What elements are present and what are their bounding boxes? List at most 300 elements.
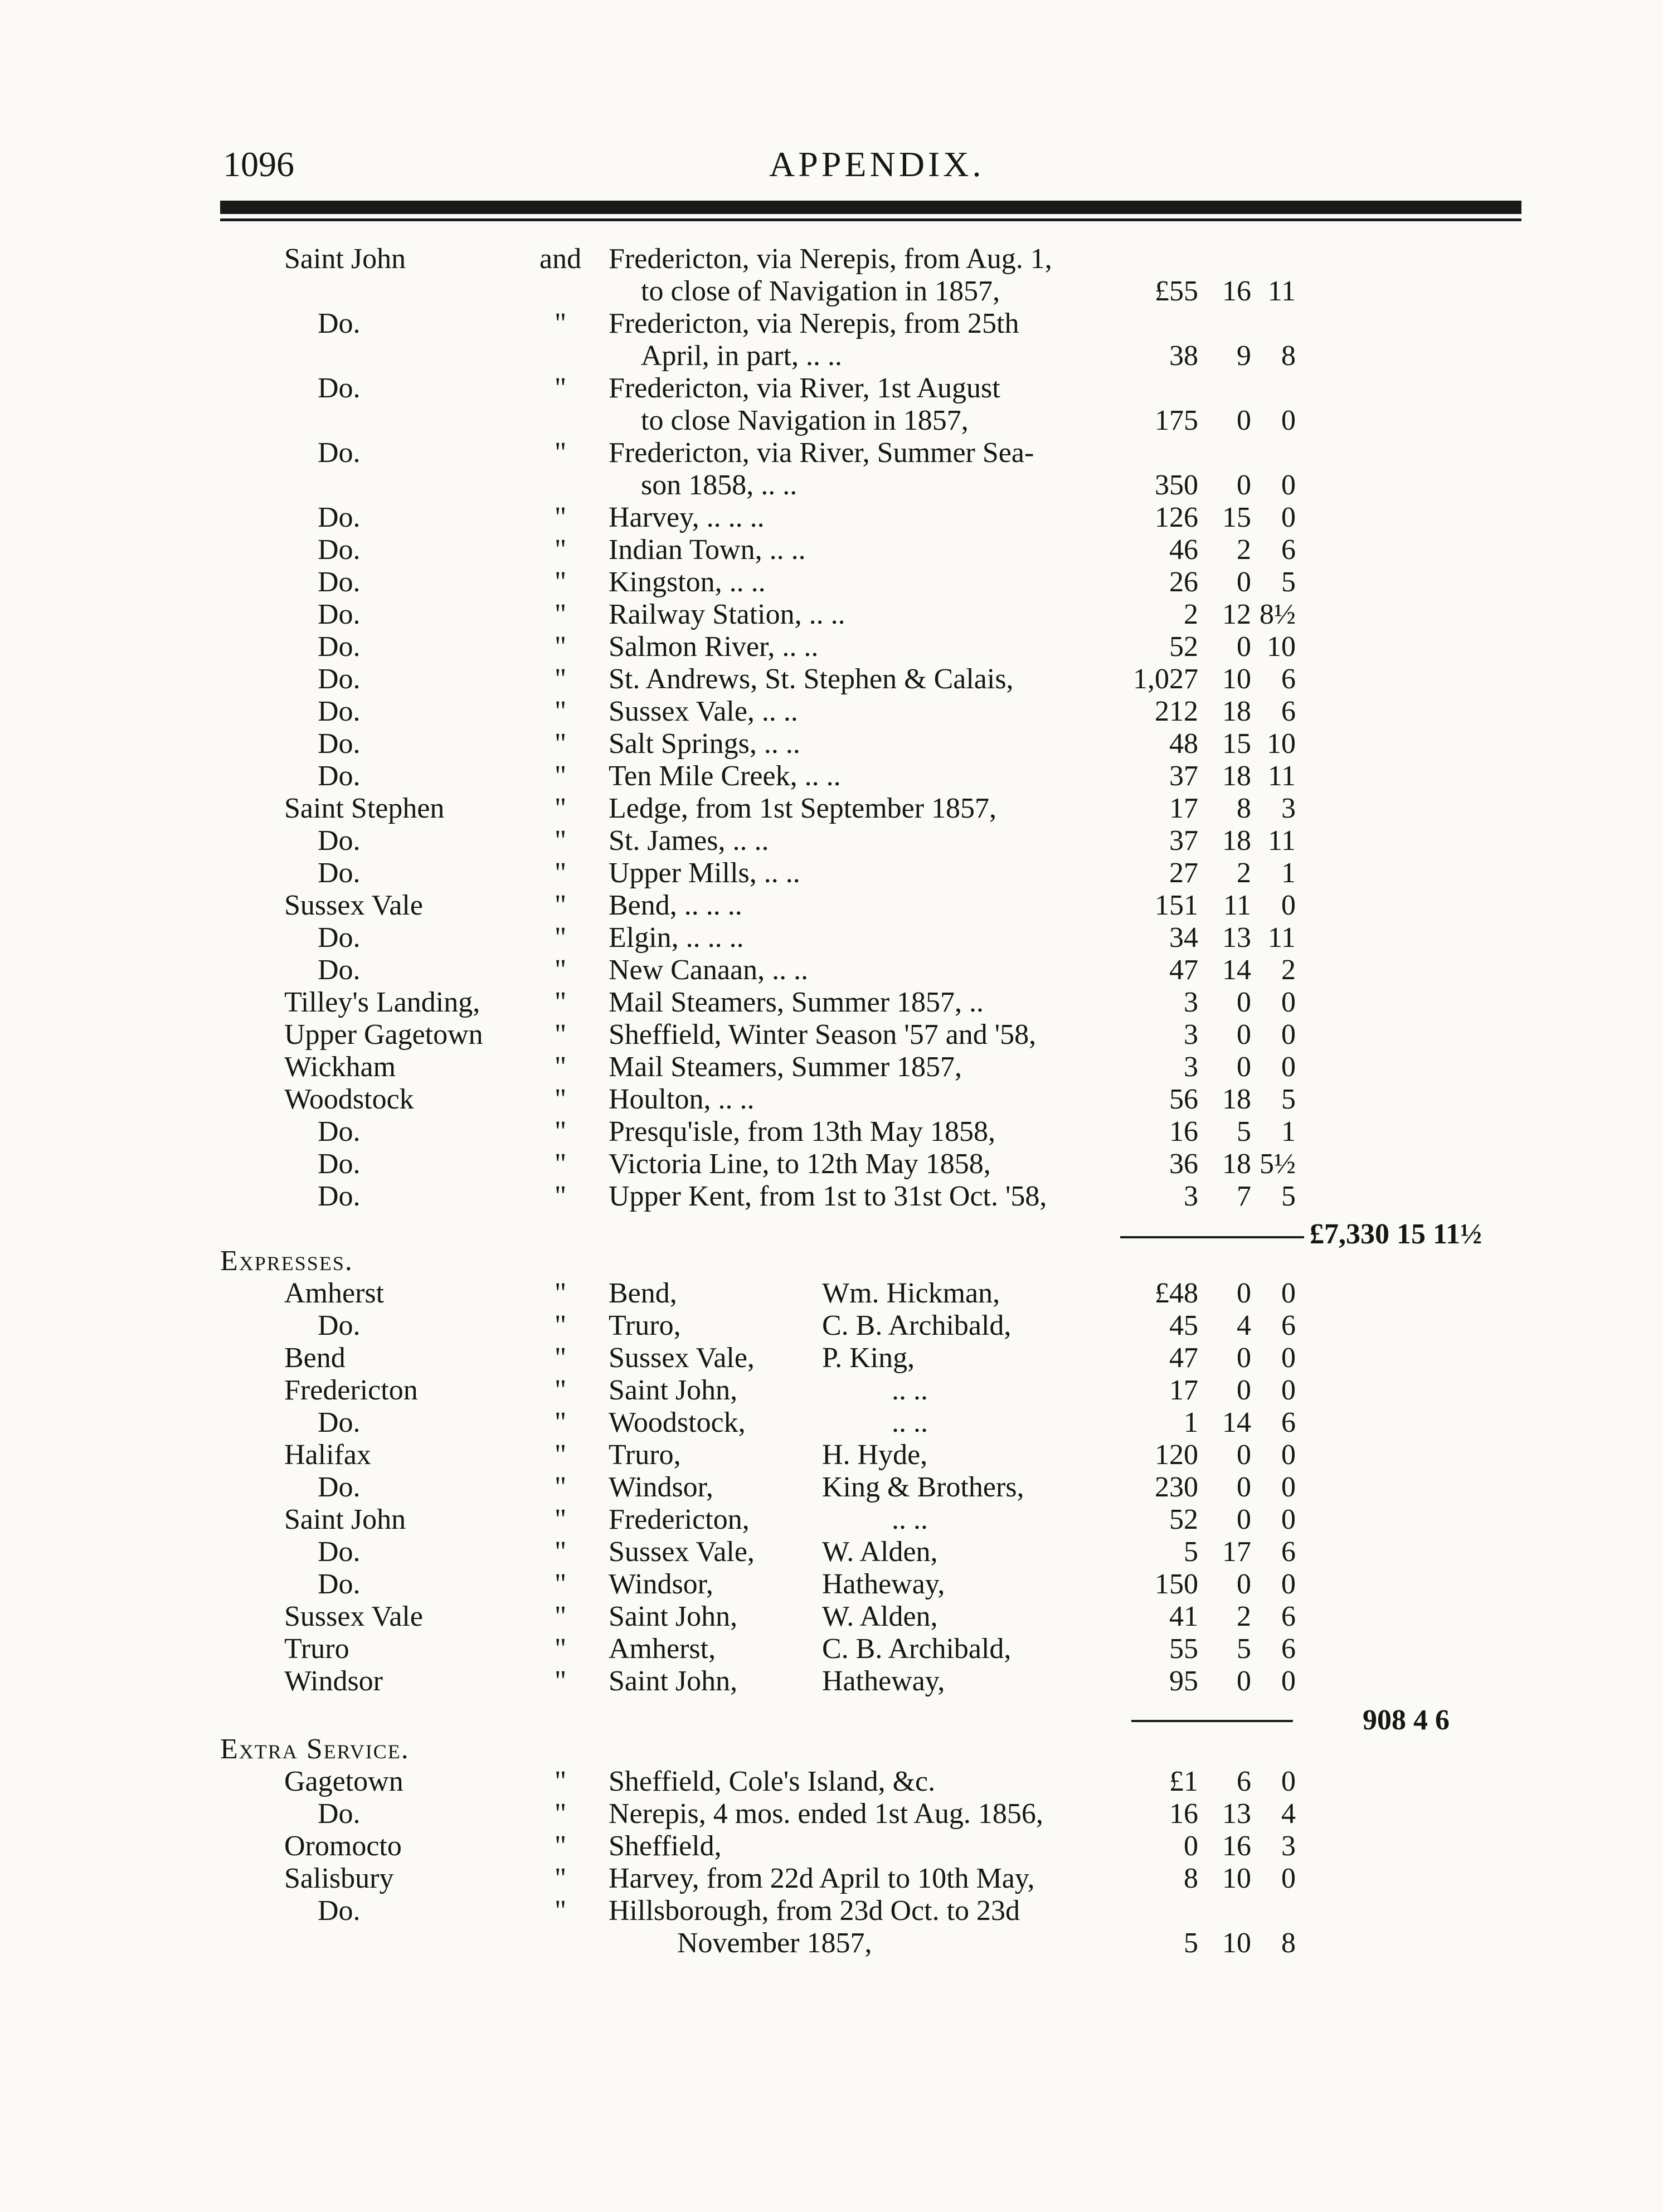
amount-pounds: 3 — [1184, 1019, 1198, 1051]
route-row — [0, 1116, 1663, 1148]
amount-shillings: 9 — [1237, 340, 1251, 372]
amount-pence: 5 — [1281, 1180, 1296, 1212]
amount-pounds: 47 — [1169, 954, 1198, 986]
amount-pounds: 5 — [1184, 1927, 1198, 1959]
route-destination: Presqu'isle, from 13th May 1858, — [609, 1116, 995, 1148]
extra-service-row — [0, 1830, 1663, 1863]
extra-origin: Gagetown — [284, 1766, 403, 1797]
route-destination: Ledge, from 1st September 1857, — [609, 793, 997, 824]
amount-pence: 11 — [1267, 275, 1296, 307]
route-row — [0, 1019, 1663, 1051]
express-origin: Do. — [318, 1471, 361, 1503]
ditto-mark: " — [555, 760, 567, 792]
amount-shillings: 0 — [1237, 1568, 1251, 1600]
route-row — [0, 696, 1663, 728]
amount-pence: 10 — [1267, 728, 1296, 760]
route-destination: Sussex Vale, .. .. — [609, 696, 798, 727]
route-row — [0, 1148, 1663, 1180]
amount-pence: 8 — [1281, 340, 1296, 372]
ditto-mark: " — [555, 1863, 567, 1894]
route-origin: Saint John — [284, 243, 406, 275]
amount-shillings: 17 — [1222, 1536, 1251, 1568]
route-destination: Fredericton, via River, Summer Sea- — [609, 437, 1034, 469]
amount-pence: 0 — [1281, 1374, 1296, 1406]
extra-destination: Nerepis, 4 mos. ended 1st Aug. 1856, — [609, 1798, 1043, 1830]
route-destination: Ten Mile Creek, .. .. — [609, 760, 841, 792]
ditto-mark: " — [555, 1407, 567, 1438]
express-origin: Fredericton — [284, 1374, 418, 1406]
amount-pounds: £55 — [1155, 275, 1198, 307]
amount-pence: 6 — [1281, 663, 1296, 695]
route-destination: Upper Mills, .. .. — [609, 857, 800, 889]
route-origin: Do. — [318, 502, 361, 533]
amount-pence: 6 — [1281, 1601, 1296, 1632]
amount-shillings: 2 — [1237, 857, 1251, 889]
ditto-mark: " — [555, 1895, 567, 1927]
ditto-mark: " — [555, 308, 567, 339]
express-contractor: .. .. — [892, 1504, 928, 1535]
amount-pounds: 8 — [1184, 1863, 1198, 1894]
route-row-continued — [0, 340, 1663, 372]
amount-pounds: 0 — [1184, 1830, 1198, 1862]
routes-total: £7,330 15 11½ — [1310, 1218, 1482, 1250]
ditto-mark: " — [555, 1051, 567, 1083]
route-destination: Fredericton, via Nerepis, from 25th — [609, 308, 1019, 339]
route-row-continued — [0, 275, 1663, 308]
route-origin: Do. — [318, 534, 361, 566]
amount-pence: 3 — [1281, 1830, 1296, 1862]
route-origin: Do. — [318, 760, 361, 792]
route-origin: Do. — [318, 1180, 361, 1212]
header-rule-thin — [220, 218, 1521, 221]
amount-pence: 2 — [1281, 954, 1296, 986]
express-origin: Do. — [318, 1310, 361, 1341]
route-origin: Do. — [318, 922, 361, 954]
route-origin: Sussex Vale — [284, 889, 423, 921]
express-origin: Sussex Vale — [284, 1601, 423, 1632]
ditto-mark: and — [539, 243, 582, 275]
express-origin: Do. — [318, 1536, 361, 1568]
ditto-mark: " — [555, 857, 567, 889]
ditto-mark: " — [555, 793, 567, 824]
header-rule — [220, 201, 1521, 214]
route-origin: Do. — [318, 1148, 361, 1180]
express-destination: Amherst, — [609, 1633, 716, 1665]
amount-pounds: 95 — [1169, 1665, 1198, 1697]
ditto-mark: " — [555, 696, 567, 727]
amount-pence: 8 — [1281, 1927, 1296, 1959]
express-destination: Saint John, — [609, 1601, 738, 1632]
ditto-mark: " — [555, 1798, 567, 1830]
amount-pence: 0 — [1281, 1439, 1296, 1471]
amount-shillings: 13 — [1222, 1798, 1251, 1830]
ditto-mark: " — [555, 825, 567, 857]
amount-pounds: 56 — [1169, 1083, 1198, 1115]
amount-pounds: 38 — [1169, 340, 1198, 372]
amount-pence: 5½ — [1260, 1148, 1296, 1180]
express-destination: Woodstock, — [609, 1407, 746, 1438]
route-row — [0, 308, 1663, 340]
routes-subtotal-rule — [1120, 1236, 1304, 1238]
expresses-subtotal-rule — [1131, 1720, 1293, 1722]
amount-pence: 0 — [1281, 1019, 1296, 1051]
express-origin: Bend — [284, 1342, 346, 1374]
amount-pence: 6 — [1281, 696, 1296, 727]
amount-shillings: 18 — [1222, 760, 1251, 792]
route-row — [0, 954, 1663, 986]
route-origin: Upper Gagetown — [284, 1019, 483, 1051]
amount-pounds: 3 — [1184, 1180, 1198, 1212]
extra-service-row — [0, 1895, 1663, 1927]
express-row — [0, 1504, 1663, 1536]
page-title: APPENDIX. — [769, 144, 985, 184]
amount-pounds: 26 — [1169, 566, 1198, 598]
amount-shillings: 18 — [1222, 825, 1251, 857]
amount-shillings: 15 — [1222, 728, 1251, 760]
amount-pence: 5 — [1281, 566, 1296, 598]
extra-service-row — [0, 1798, 1663, 1830]
express-row — [0, 1310, 1663, 1342]
route-destination: Kingston, .. .. — [609, 566, 766, 598]
ditto-mark: " — [555, 1633, 567, 1665]
amount-pounds: 46 — [1169, 534, 1198, 566]
route-destination: Harvey, .. .. .. — [609, 502, 765, 533]
amount-shillings: 18 — [1222, 1148, 1251, 1180]
ditto-mark: " — [555, 1601, 567, 1632]
amount-pounds: 47 — [1169, 1342, 1198, 1374]
amount-shillings: 7 — [1237, 1180, 1251, 1212]
amount-pounds: 120 — [1155, 1439, 1198, 1471]
amount-shillings: 0 — [1237, 469, 1251, 501]
express-row — [0, 1536, 1663, 1568]
extra-service-heading: Extra Service. — [220, 1733, 410, 1765]
amount-shillings: 0 — [1237, 566, 1251, 598]
route-origin: Do. — [318, 954, 361, 986]
route-destination-cont: April, in part, .. .. — [641, 340, 843, 372]
route-row — [0, 857, 1663, 889]
ditto-mark: " — [555, 372, 567, 404]
amount-pounds: 350 — [1155, 469, 1198, 501]
express-contractor: C. B. Archibald, — [822, 1633, 1012, 1665]
route-origin: Do. — [318, 308, 361, 339]
amount-pence: 0 — [1281, 889, 1296, 921]
express-row — [0, 1633, 1663, 1665]
route-origin: Do. — [318, 696, 361, 727]
express-origin: Windsor — [284, 1665, 383, 1697]
amount-pence: 6 — [1281, 1407, 1296, 1438]
amount-pence: 4 — [1281, 1798, 1296, 1830]
amount-shillings: 14 — [1222, 954, 1251, 986]
ditto-mark: " — [555, 1504, 567, 1535]
amount-shillings: 0 — [1237, 1374, 1251, 1406]
ditto-mark: " — [555, 1766, 567, 1797]
express-contractor: W. Alden, — [822, 1536, 938, 1568]
ditto-mark: " — [555, 728, 567, 760]
ditto-mark: " — [555, 1148, 567, 1180]
amount-shillings: 16 — [1222, 1830, 1251, 1862]
amount-pounds: 3 — [1184, 1051, 1198, 1083]
ditto-mark: " — [555, 1116, 567, 1148]
route-destination: Mail Steamers, Summer 1857, — [609, 1051, 962, 1083]
extra-destination: Sheffield, — [609, 1830, 722, 1862]
express-destination: Windsor, — [609, 1568, 713, 1600]
route-destination: Railway Station, .. .. — [609, 599, 845, 630]
express-destination: Fredericton, — [609, 1504, 750, 1535]
extra-destination-cont: November 1857, — [677, 1927, 872, 1959]
ditto-mark: " — [555, 663, 567, 695]
ditto-mark: " — [555, 1665, 567, 1697]
route-row — [0, 1083, 1663, 1116]
extra-destination: Harvey, from 22d April to 10th May, — [609, 1863, 1035, 1894]
amount-shillings: 0 — [1237, 1665, 1251, 1697]
express-row — [0, 1342, 1663, 1374]
express-row — [0, 1568, 1663, 1601]
express-destination: Truro, — [609, 1310, 681, 1341]
route-row — [0, 825, 1663, 857]
route-destination-cont: son 1858, .. .. — [641, 469, 798, 501]
extra-destination: Sheffield, Cole's Island, &c. — [609, 1766, 936, 1797]
route-destination: Fredericton, via Nerepis, from Aug. 1, — [609, 243, 1052, 275]
amount-pence: 0 — [1281, 502, 1296, 533]
route-row — [0, 663, 1663, 696]
amount-pence: 0 — [1281, 1863, 1296, 1894]
amount-pounds: 16 — [1169, 1798, 1198, 1830]
route-origin: Do. — [318, 825, 361, 857]
express-origin: Truro — [284, 1633, 349, 1665]
ditto-mark: " — [555, 1180, 567, 1212]
route-origin: Do. — [318, 437, 361, 469]
route-row — [0, 243, 1663, 275]
amount-shillings: 0 — [1237, 1342, 1251, 1374]
amount-pence: 10 — [1267, 631, 1296, 663]
amount-pounds: 1,027 — [1133, 663, 1198, 695]
extra-origin: Salisbury — [284, 1863, 394, 1894]
extra-service-row — [0, 1863, 1663, 1895]
ditto-mark: " — [555, 1083, 567, 1115]
amount-shillings: 13 — [1222, 922, 1251, 954]
amount-pounds: 1 — [1184, 1407, 1198, 1438]
express-contractor: .. .. — [892, 1374, 928, 1406]
amount-pounds: 52 — [1169, 1504, 1198, 1535]
amount-pounds: 34 — [1169, 922, 1198, 954]
amount-pence: 6 — [1281, 1536, 1296, 1568]
route-origin: Do. — [318, 599, 361, 630]
amount-shillings: 0 — [1237, 1277, 1251, 1309]
amount-pounds: 55 — [1169, 1633, 1198, 1665]
amount-pence: 5 — [1281, 1083, 1296, 1115]
route-row — [0, 502, 1663, 534]
express-destination: Sussex Vale, — [609, 1342, 755, 1374]
route-row — [0, 372, 1663, 405]
amount-pence: 11 — [1267, 922, 1296, 954]
amount-pounds: 41 — [1169, 1601, 1198, 1632]
route-origin: Woodstock — [284, 1083, 414, 1115]
express-destination: Bend, — [609, 1277, 677, 1309]
amount-shillings: 0 — [1237, 1504, 1251, 1535]
amount-pence: 11 — [1267, 760, 1296, 792]
ditto-mark: " — [555, 502, 567, 533]
amount-pence: 6 — [1281, 1633, 1296, 1665]
route-row — [0, 760, 1663, 793]
express-row — [0, 1407, 1663, 1439]
express-contractor: King & Brothers, — [822, 1471, 1024, 1503]
ditto-mark: " — [555, 922, 567, 954]
amount-pounds: 150 — [1155, 1568, 1198, 1600]
amount-shillings: 0 — [1237, 1051, 1251, 1083]
amount-pounds: 16 — [1169, 1116, 1198, 1148]
extra-service-row-continued — [0, 1927, 1663, 1960]
express-origin: Halifax — [284, 1439, 371, 1471]
express-contractor: Hatheway, — [822, 1665, 945, 1697]
route-row — [0, 793, 1663, 825]
amount-shillings: 4 — [1237, 1310, 1251, 1341]
amount-pence: 8½ — [1260, 599, 1296, 630]
amount-pounds: 230 — [1155, 1471, 1198, 1503]
route-origin: Do. — [318, 566, 361, 598]
amount-pence: 0 — [1281, 1277, 1296, 1309]
ditto-mark: " — [555, 437, 567, 469]
route-origin: Do. — [318, 631, 361, 663]
amount-shillings: 11 — [1223, 889, 1251, 921]
express-contractor: Wm. Hickman, — [822, 1277, 1000, 1309]
route-destination-cont: to close of Navigation in 1857, — [641, 275, 1000, 307]
page-number: 1096 — [223, 144, 294, 184]
express-destination: Truro, — [609, 1439, 681, 1471]
route-row — [0, 631, 1663, 663]
ditto-mark: " — [555, 986, 567, 1018]
express-destination: Saint John, — [609, 1665, 738, 1697]
amount-pounds: 17 — [1169, 793, 1198, 824]
express-origin: Do. — [318, 1407, 361, 1438]
amount-pounds: 151 — [1155, 889, 1198, 921]
route-destination: St. Andrews, St. Stephen & Calais, — [609, 663, 1014, 695]
amount-shillings: 0 — [1237, 1471, 1251, 1503]
amount-pounds: 2 — [1184, 599, 1198, 630]
express-contractor: Hatheway, — [822, 1568, 945, 1600]
express-destination: Sussex Vale, — [609, 1536, 755, 1568]
amount-shillings: 18 — [1222, 1083, 1251, 1115]
express-row — [0, 1665, 1663, 1698]
ditto-mark: " — [555, 889, 567, 921]
ditto-mark: " — [555, 1568, 567, 1600]
route-row — [0, 566, 1663, 599]
extra-origin: Do. — [318, 1895, 361, 1927]
route-row-continued — [0, 469, 1663, 502]
route-row — [0, 986, 1663, 1019]
amount-shillings: 0 — [1237, 1019, 1251, 1051]
route-row — [0, 728, 1663, 760]
amount-pounds: 126 — [1155, 502, 1198, 533]
express-row — [0, 1471, 1663, 1504]
express-contractor: H. Hyde, — [822, 1439, 928, 1471]
amount-shillings: 18 — [1222, 696, 1251, 727]
amount-shillings: 8 — [1237, 793, 1251, 824]
amount-pounds: 45 — [1169, 1310, 1198, 1341]
ditto-mark: " — [555, 599, 567, 630]
ditto-mark: " — [555, 631, 567, 663]
express-row — [0, 1439, 1663, 1471]
route-origin: Saint Stephen — [284, 793, 445, 824]
express-contractor: W. Alden, — [822, 1601, 938, 1632]
route-destination: Mail Steamers, Summer 1857, .. — [609, 986, 984, 1018]
express-row — [0, 1374, 1663, 1407]
route-row — [0, 534, 1663, 566]
ditto-mark: " — [555, 566, 567, 598]
express-destination: Saint John, — [609, 1374, 738, 1406]
route-destination-cont: to close Navigation in 1857, — [641, 405, 969, 436]
amount-pounds: 48 — [1169, 728, 1198, 760]
amount-pounds: £48 — [1155, 1277, 1198, 1309]
amount-pence: 0 — [1281, 1568, 1296, 1600]
route-destination: Indian Town, .. .. — [609, 534, 806, 566]
ditto-mark: " — [555, 1019, 567, 1051]
route-row — [0, 599, 1663, 631]
amount-pounds: 5 — [1184, 1536, 1198, 1568]
amount-pence: 1 — [1281, 1116, 1296, 1148]
amount-pence: 0 — [1281, 1504, 1296, 1535]
amount-pounds: 36 — [1169, 1148, 1198, 1180]
ditto-mark: " — [555, 1277, 567, 1309]
route-destination: Sheffield, Winter Season '57 and '58, — [609, 1019, 1037, 1051]
route-origin: Do. — [318, 857, 361, 889]
amount-pence: 0 — [1281, 405, 1296, 436]
amount-pence: 6 — [1281, 1310, 1296, 1341]
amount-pence: 3 — [1281, 793, 1296, 824]
route-destination: Salt Springs, .. .. — [609, 728, 800, 760]
amount-shillings: 2 — [1237, 534, 1251, 566]
amount-shillings: 5 — [1237, 1633, 1251, 1665]
extra-origin: Do. — [318, 1798, 361, 1830]
amount-shillings: 16 — [1222, 275, 1251, 307]
route-destination: Houlton, .. .. — [609, 1083, 755, 1115]
route-origin: Do. — [318, 1116, 361, 1148]
amount-pounds: 3 — [1184, 986, 1198, 1018]
amount-shillings: 0 — [1237, 405, 1251, 436]
route-row — [0, 437, 1663, 469]
route-destination: Salmon River, .. .. — [609, 631, 819, 663]
express-destination: Windsor, — [609, 1471, 713, 1503]
express-contractor: P. King, — [822, 1342, 915, 1374]
route-origin: Do. — [318, 728, 361, 760]
amount-shillings: 0 — [1237, 1439, 1251, 1471]
amount-shillings: 2 — [1237, 1601, 1251, 1632]
express-row — [0, 1601, 1663, 1633]
expresses-heading: Expresses. — [220, 1245, 353, 1277]
extra-service-row — [0, 1766, 1663, 1798]
ditto-mark: " — [555, 1310, 567, 1341]
express-row — [0, 1277, 1663, 1310]
route-row-continued — [0, 405, 1663, 437]
amount-shillings: 6 — [1237, 1766, 1251, 1797]
route-origin: Tilley's Landing, — [284, 986, 480, 1018]
amount-pence: 0 — [1281, 1342, 1296, 1374]
amount-pence: 0 — [1281, 986, 1296, 1018]
amount-pounds: 212 — [1155, 696, 1198, 727]
ditto-mark: " — [555, 954, 567, 986]
express-contractor: C. B. Archibald, — [822, 1310, 1012, 1341]
ditto-mark: " — [555, 1439, 567, 1471]
express-origin: Amherst — [284, 1277, 385, 1309]
express-origin: Do. — [318, 1568, 361, 1600]
amount-pence: 0 — [1281, 469, 1296, 501]
amount-shillings: 0 — [1237, 986, 1251, 1018]
amount-pence: 0 — [1281, 1766, 1296, 1797]
amount-shillings: 10 — [1222, 1863, 1251, 1894]
ditto-mark: " — [555, 1830, 567, 1862]
amount-pence: 0 — [1281, 1471, 1296, 1503]
ditto-mark: " — [555, 1342, 567, 1374]
route-destination: Elgin, .. .. .. — [609, 922, 744, 954]
